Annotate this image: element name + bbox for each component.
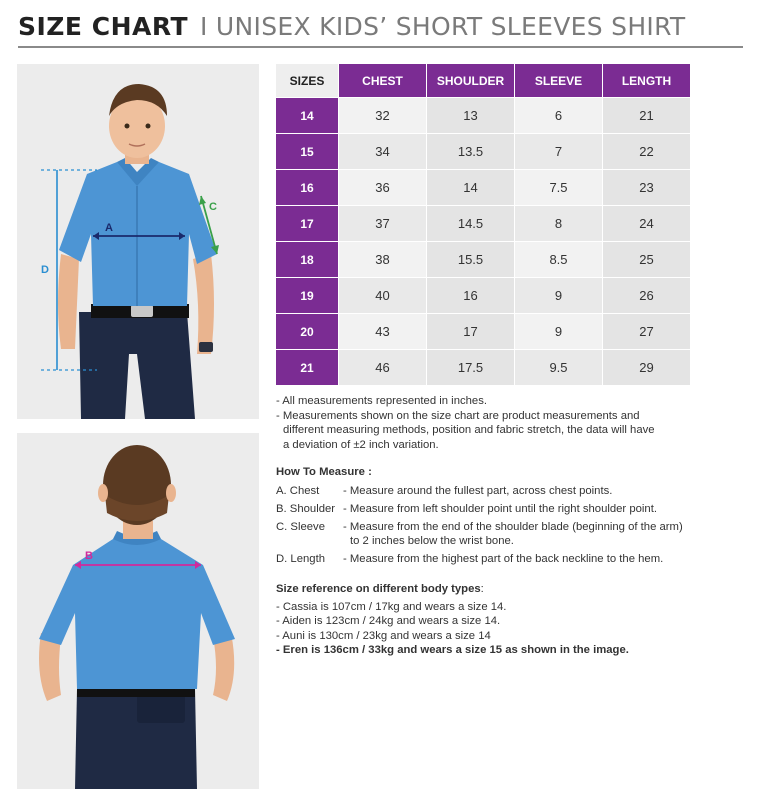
sleeve-cell: 7.5 bbox=[515, 170, 603, 206]
size-reference-heading-colon: : bbox=[480, 583, 484, 595]
chest-cell: 32 bbox=[339, 98, 427, 134]
sleeve-cell: 6 bbox=[515, 98, 603, 134]
length-cell: 24 bbox=[603, 206, 691, 242]
length-cell: 26 bbox=[603, 278, 691, 314]
chest-cell: 34 bbox=[339, 134, 427, 170]
note-line: a deviation of ±2 inch variation. bbox=[283, 438, 439, 451]
table-row bbox=[276, 350, 691, 386]
col-header-shoulder: SHOULDER bbox=[427, 64, 515, 98]
note-line: different measuring methods, position and fabric stretch, the data will have bbox=[283, 424, 655, 436]
shoulder-cell: 13.5 bbox=[427, 134, 515, 170]
measure-item-desc: - Measure around the fullest part, across chest points. bbox=[343, 485, 613, 497]
size-cell: 14 bbox=[276, 98, 339, 134]
chest-cell: 38 bbox=[339, 242, 427, 278]
size-reference-heading bbox=[276, 582, 756, 597]
table-row bbox=[276, 134, 691, 170]
table-row bbox=[276, 170, 691, 206]
table-row bbox=[276, 314, 691, 350]
size-cell: 19 bbox=[276, 278, 339, 314]
measure-item-label: A. Chest bbox=[276, 485, 320, 497]
note-line: - Measurements shown on the size chart are product measurements and bbox=[276, 409, 640, 422]
front-view-illustration bbox=[17, 64, 259, 419]
size-reference-line-highlighted: - Eren is 136cm / 33kg and wears a size 15 as shown in the image. bbox=[276, 644, 629, 656]
chest-cell: 36 bbox=[339, 170, 427, 206]
shoulder-cell: 15.5 bbox=[427, 242, 515, 278]
back-view-photo bbox=[17, 433, 259, 789]
measure-label-d: D bbox=[41, 264, 49, 276]
measure-item-chest bbox=[276, 484, 756, 498]
sleeve-cell: 9.5 bbox=[515, 350, 603, 386]
measure-item-length bbox=[276, 552, 756, 566]
length-cell: 27 bbox=[603, 314, 691, 350]
shoulder-cell: 14.5 bbox=[427, 206, 515, 242]
measure-item-label: B. Shoulder bbox=[276, 503, 336, 515]
measure-item-label: D. Length bbox=[276, 553, 325, 565]
title-product-name: I UNISEX KIDS’ SHORT SLEEVES SHIRT bbox=[200, 12, 686, 41]
measure-item-desc bbox=[343, 520, 756, 548]
measure-label-b: B bbox=[85, 550, 93, 562]
size-cell: 20 bbox=[276, 314, 339, 350]
size-reference-heading-text: Size reference on different body types bbox=[276, 583, 481, 595]
sleeve-cell: 8 bbox=[515, 206, 603, 242]
size-table bbox=[275, 63, 691, 386]
shoulder-cell: 17 bbox=[427, 314, 515, 350]
chest-cell: 40 bbox=[339, 278, 427, 314]
size-cell: 15 bbox=[276, 134, 339, 170]
measure-item-shoulder bbox=[276, 502, 756, 516]
col-header-chest: CHEST bbox=[339, 64, 427, 98]
measure-label-a: A bbox=[105, 222, 113, 234]
measure-item-desc-line1: - Measure from the end of the shoulder blade (beginning of the arm) bbox=[343, 521, 683, 533]
shoulder-cell: 14 bbox=[427, 170, 515, 206]
measure-item-sleeve bbox=[276, 520, 756, 548]
sleeve-cell: 7 bbox=[515, 134, 603, 170]
front-view-photo bbox=[17, 64, 259, 419]
table-header-row bbox=[276, 64, 691, 98]
size-cell: 18 bbox=[276, 242, 339, 278]
shoulder-cell: 17.5 bbox=[427, 350, 515, 386]
size-cell: 16 bbox=[276, 170, 339, 206]
col-header-sleeve: SLEEVE bbox=[515, 64, 603, 98]
length-cell: 22 bbox=[603, 134, 691, 170]
size-reference-line: - Auni is 130cm / 23kg and wears a size 14 bbox=[276, 629, 491, 642]
table-row bbox=[276, 98, 691, 134]
shoulder-cell: 13 bbox=[427, 98, 515, 134]
measurement-notes bbox=[276, 394, 746, 452]
size-reference bbox=[276, 582, 756, 658]
chest-cell: 46 bbox=[339, 350, 427, 386]
title-divider bbox=[18, 46, 743, 48]
table-row bbox=[276, 206, 691, 242]
measure-label-c: C bbox=[209, 201, 217, 213]
size-cell: 21 bbox=[276, 350, 339, 386]
length-cell: 29 bbox=[603, 350, 691, 386]
measure-item-label: C. Sleeve bbox=[276, 521, 325, 533]
page-title bbox=[18, 12, 686, 41]
sleeve-cell: 9 bbox=[515, 314, 603, 350]
shoulder-cell: 16 bbox=[427, 278, 515, 314]
size-reference-line: - Aiden is 123cm / 24kg and wears a size 14. bbox=[276, 615, 501, 627]
measure-item-desc-line2: to 2 inches below the wrist bone. bbox=[350, 535, 514, 547]
size-cell: 17 bbox=[276, 206, 339, 242]
col-header-sizes: SIZES bbox=[276, 64, 339, 98]
length-cell: 25 bbox=[603, 242, 691, 278]
measure-item-desc: - Measure from left shoulder point until the right shoulder point. bbox=[343, 503, 657, 515]
length-cell: 23 bbox=[603, 170, 691, 206]
note-line: - All measurements represented in inches. bbox=[276, 395, 487, 407]
sleeve-cell: 9 bbox=[515, 278, 603, 314]
how-to-measure bbox=[276, 466, 756, 570]
chest-cell: 43 bbox=[339, 314, 427, 350]
sleeve-cell: 8.5 bbox=[515, 242, 603, 278]
table-row bbox=[276, 278, 691, 314]
how-to-measure-heading: How To Measure : bbox=[276, 466, 372, 478]
back-view-illustration bbox=[17, 433, 259, 789]
title-size-chart: SIZE CHART bbox=[18, 12, 189, 41]
table-row bbox=[276, 242, 691, 278]
measure-item-desc: - Measure from the highest part of the back neckline to the hem. bbox=[343, 553, 664, 565]
length-cell: 21 bbox=[603, 98, 691, 134]
chest-cell: 37 bbox=[339, 206, 427, 242]
col-header-length: LENGTH bbox=[603, 64, 691, 98]
size-reference-line: - Cassia is 107cm / 17kg and wears a size 14. bbox=[276, 600, 507, 613]
